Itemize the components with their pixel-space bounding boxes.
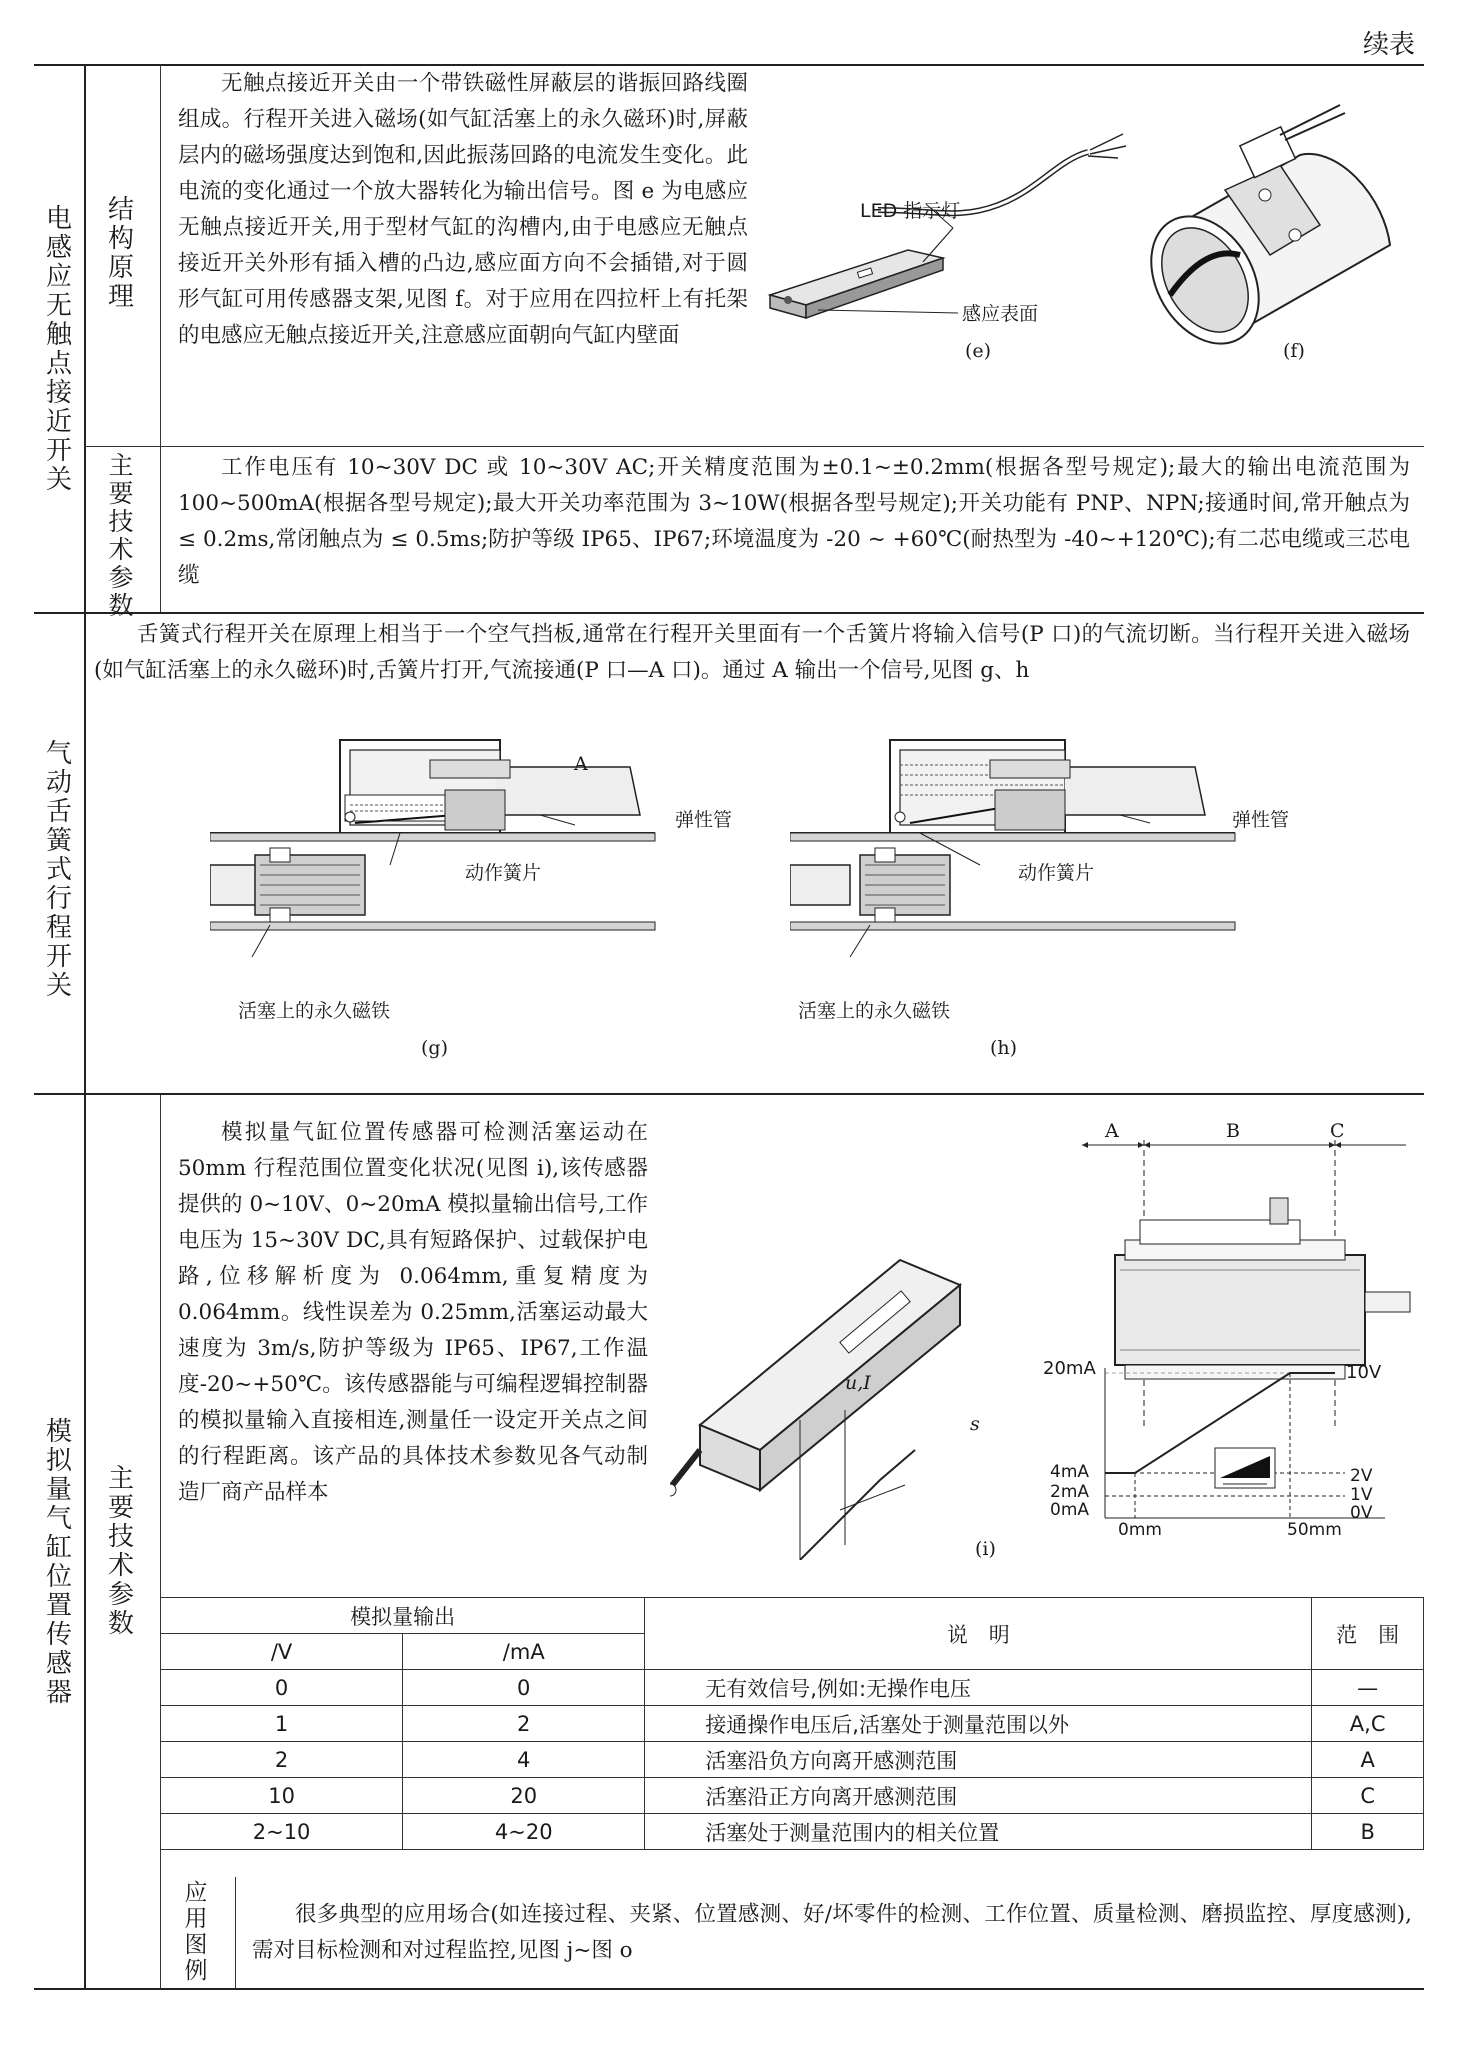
cell-ma: 2 bbox=[403, 1706, 645, 1742]
cell-desc: 活塞处于测量范围内的相关位置 bbox=[645, 1814, 1312, 1850]
y-20ma-label: 20mA bbox=[1043, 1358, 1096, 1379]
y-0ma-label: 0mA bbox=[1050, 1500, 1090, 1520]
cell-desc: 活塞沿正方向离开感测范围 bbox=[645, 1778, 1312, 1814]
continued-label: 续表 bbox=[1362, 30, 1415, 60]
figure-h bbox=[790, 735, 1245, 970]
figure-g-caption: (g) bbox=[421, 1037, 448, 1059]
bottom-rule bbox=[34, 1988, 1424, 1990]
figure-e-caption: (e) bbox=[965, 340, 992, 362]
th-range: 范 围 bbox=[1312, 1598, 1424, 1670]
table-row bbox=[161, 1742, 1424, 1778]
row-divider-2 bbox=[34, 1093, 1424, 1095]
zone-a-label: A bbox=[1105, 1120, 1119, 1142]
r-10v-label: 10V bbox=[1346, 1362, 1382, 1383]
category-analog-sensor: 模拟量气缸位置传感器 bbox=[45, 1417, 72, 1708]
r-2v-label: 2V bbox=[1350, 1466, 1373, 1486]
y-2ma-label: 2mA bbox=[1050, 1482, 1090, 1502]
cell-desc: 无有效信号,例如:无操作电压 bbox=[645, 1670, 1312, 1706]
sub-divider-1 bbox=[160, 64, 161, 612]
th-description: 说 明 bbox=[645, 1598, 1312, 1670]
cell-ma: 20 bbox=[403, 1778, 645, 1814]
app-text bbox=[252, 1897, 1412, 1969]
cell-v: 2 bbox=[161, 1742, 403, 1778]
zone-c-label: C bbox=[1330, 1120, 1345, 1142]
r-0v-label: 0V bbox=[1350, 1503, 1373, 1523]
figure-h-caption: (h) bbox=[990, 1037, 1018, 1059]
x-50mm-label: 50mm bbox=[1287, 1520, 1342, 1540]
s-axis-label: s bbox=[970, 1413, 980, 1435]
analog-output-table bbox=[160, 1597, 1424, 1850]
row-divider-1a bbox=[84, 446, 1424, 447]
cell-v: 10 bbox=[161, 1778, 403, 1814]
table-row bbox=[161, 1778, 1424, 1814]
cell-range: A bbox=[1312, 1742, 1424, 1778]
reed-text bbox=[94, 617, 1410, 689]
sub-structure-principle: 结构原理 bbox=[108, 195, 135, 312]
cell-ma: 4 bbox=[403, 1742, 645, 1778]
spec-text-1 bbox=[178, 450, 1410, 594]
elastic-tube-label-h: 弹性管 bbox=[1232, 809, 1290, 831]
spec-paragraph-1: 工作电压有 10~30V DC 或 10~30V AC;开关精度范围为±0.1~±0.2mm(根据各型号规定);最大的输出电流范围为 100~500mA(根据各型号规定);最大开关功率范围为 3~10W(根据各型号规定);开关功能有 PNP、NPN;接通时间,常开触点为 ≤ 0.2ms,常闭触点为 ≤ 0.5ms;防护等级 IP65、IP67;环境温度为 -20 ~ +60℃(耐热型为 -40~+120℃);有二芯电缆或三芯电缆 bbox=[178, 455, 1410, 588]
elastic-tube-label-g: 弹性管 bbox=[675, 809, 733, 831]
sub-main-specs: 主要技术参数 bbox=[108, 451, 134, 620]
reed-label-h: 动作簧片 bbox=[1018, 862, 1095, 884]
cell-v: 2~10 bbox=[161, 1814, 403, 1850]
table-row bbox=[161, 1670, 1424, 1706]
analog-paragraph: 模拟量气缸位置传感器可检测活塞运动在 50mm 行程范围位置变化状况(见图 i),该传感器提供的 0~10V、0~20mA 模拟量输出信号,工作电压为 15~30V DC,具有短路保护、过载保护电路,位移解析度为 0.064mm,重复精度为 0.064mm。线性误差为 0.25mm,活塞运动最大速度为 3m/s,防护等级为 IP65、IP67,工作温度-20~+50℃。该传感器能与可编程逻辑控制器的模拟量输入直接相连,测量任一设定开关点之间的行程距离。该产品的具体技术参数见各气动制造厂商产品样本 bbox=[178, 1120, 648, 1505]
app-divider bbox=[235, 1877, 236, 1989]
category-divider bbox=[84, 64, 86, 1990]
figure-e bbox=[758, 130, 1143, 360]
ui-axis-label: u,I bbox=[845, 1372, 871, 1394]
cell-range: C bbox=[1312, 1778, 1424, 1814]
reed-label-g: 动作簧片 bbox=[465, 862, 542, 884]
table-row bbox=[161, 1814, 1424, 1850]
port-a-label-g: A bbox=[574, 753, 588, 775]
reed-paragraph: 舌簧式行程开关在原理上相当于一个空气挡板,通常在行程开关里面有一个舌簧片将输入信号(P 口)的气流切断。当行程开关进入磁场(如气缸活塞上的永久磁环)时,舌簧片打开,气流接通(P 口—A 口)。通过 A 输出一个信号,见图 g、h bbox=[94, 622, 1410, 683]
th-analog-output: 模拟量输出 bbox=[161, 1598, 645, 1634]
sub-application: 应用图例 bbox=[184, 1880, 208, 1984]
figure-i-caption: (i) bbox=[975, 1538, 996, 1560]
cell-ma: 0 bbox=[403, 1670, 645, 1706]
row-divider-1 bbox=[34, 612, 1424, 614]
category-inductive-switch: 电感应无触点接近开关 bbox=[45, 204, 72, 495]
structure-paragraph: 无触点接近开关由一个带铁磁性屏蔽层的谐振回路线圈组成。行程开关进入磁场(如气缸活塞上的永久磁环)时,屏蔽层内的磁场强度达到饱和,因此振荡回路的电流发生变化。此电流的变化通过一个放大器转化为输出信号。图 e 为电感应无触点接近开关,用于型材气缸的沟槽内,由于电感应无触点接近开关外形有插入槽的凸边,感应面方向不会插错,对于圆形气缸可用传感器支架,见图 f。对于应用在四拉杆上有托架的电感应无触点接近开关,注意感应面朝向气缸内壁面 bbox=[178, 71, 748, 348]
magnet-label-h: 活塞上的永久磁铁 bbox=[798, 1000, 951, 1022]
led-indicator-label: LED 指示灯 bbox=[860, 200, 961, 222]
app-paragraph: 很多典型的应用场合(如连接过程、夹紧、位置感测、好/坏零件的检测、工作位置、质量检测、磨损监控、厚度感测),需对目标检测和对过程监控,见图 j~图 o bbox=[252, 1902, 1412, 1963]
th-volt: /V bbox=[161, 1634, 403, 1670]
zone-b-label: B bbox=[1226, 1120, 1240, 1142]
structure-text bbox=[178, 66, 748, 354]
y-4ma-label: 4mA bbox=[1050, 1462, 1090, 1482]
r-1v-label: 1V bbox=[1350, 1485, 1373, 1505]
cell-range: B bbox=[1312, 1814, 1424, 1850]
cell-range: — bbox=[1312, 1670, 1424, 1706]
figure-f-caption: (f) bbox=[1283, 340, 1305, 362]
category-reed-switch: 气动舌簧式行程开关 bbox=[45, 739, 72, 1001]
th-milliamp: /mA bbox=[403, 1634, 645, 1670]
cell-ma: 4~20 bbox=[403, 1814, 645, 1850]
cell-v: 0 bbox=[161, 1670, 403, 1706]
cell-desc: 接通操作电压后,活塞处于测量范围以外 bbox=[645, 1706, 1312, 1742]
sub-main-specs-3: 主要技术参数 bbox=[108, 1464, 135, 1639]
sensing-surface-label: 感应表面 bbox=[962, 303, 1039, 325]
figure-f bbox=[1130, 95, 1430, 355]
cell-range: A,C bbox=[1312, 1706, 1424, 1742]
cell-desc: 活塞沿负方向离开感测范围 bbox=[645, 1742, 1312, 1778]
magnet-label-g: 活塞上的永久磁铁 bbox=[238, 1000, 391, 1022]
cell-v: 1 bbox=[161, 1706, 403, 1742]
x-0mm-label: 0mm bbox=[1118, 1520, 1162, 1540]
sub-divider-3 bbox=[160, 1093, 161, 1989]
table-row bbox=[161, 1706, 1424, 1742]
analog-text bbox=[178, 1115, 648, 1511]
figure-g bbox=[210, 735, 665, 970]
